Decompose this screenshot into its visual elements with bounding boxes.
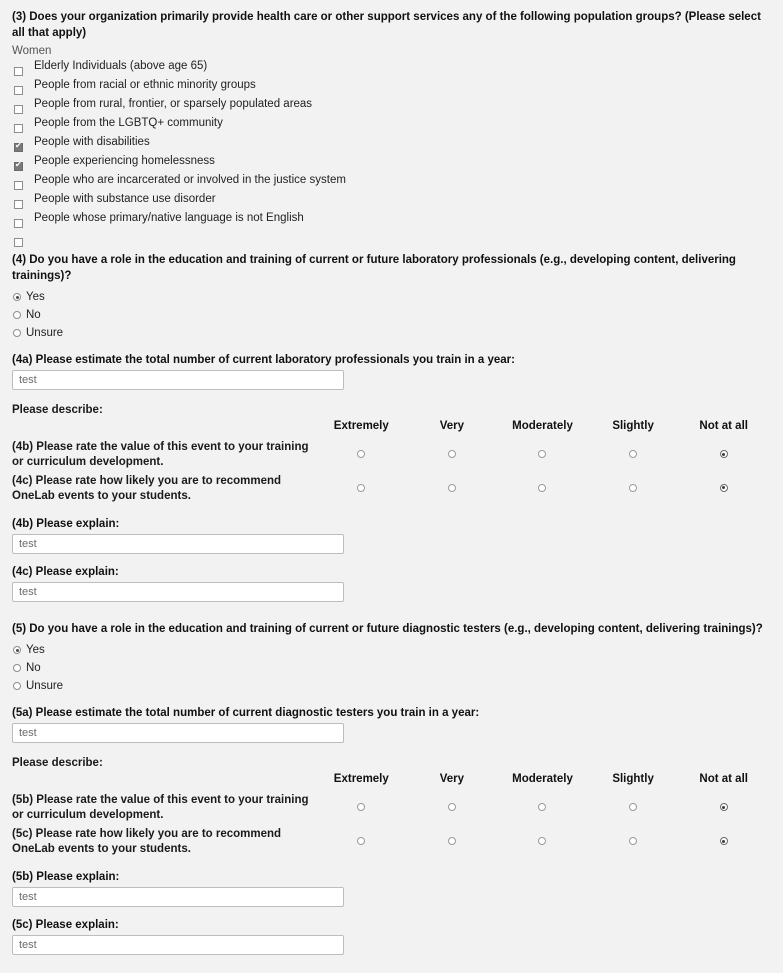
checkbox-label: People experiencing homelessness — [34, 155, 215, 168]
radio-icon[interactable] — [448, 484, 456, 492]
question-4-title: (4) Do you have a role in the education and training of current or future laboratory professionals (e.g., developing content, delivering trainings)? — [12, 254, 736, 282]
checkbox-label: People from racial or ethnic minority groups — [34, 79, 256, 92]
radio-row-no[interactable] — [12, 306, 771, 324]
matrix-1-row-4c-opt-1[interactable] — [316, 472, 407, 506]
matrix-1-scale-moderately: Moderately — [512, 420, 573, 433]
matrix-2-row-5b-opt-2[interactable] — [407, 791, 498, 825]
matrix-1-row-4b-opt-1[interactable] — [316, 438, 407, 472]
checkbox-label: People from the LGBTQ+ community — [34, 117, 223, 130]
matrix-2-row-5c-stem: (5c) Please rate how likely you are to recommend OneLab events to your students. — [12, 828, 282, 856]
radio-icon-selected[interactable] — [13, 293, 21, 301]
radio-icon-selected[interactable] — [720, 450, 728, 458]
radio-icon[interactable] — [357, 484, 365, 492]
radio-icon-selected[interactable] — [720, 837, 728, 845]
question-4a-label: (4a) Please estimate the total number of current laboratory professionals you train in a year: — [12, 354, 515, 367]
checkbox-row[interactable] — [12, 171, 771, 190]
matrix-1-row-4b-opt-2[interactable] — [407, 438, 498, 472]
question-3-title: (3) Does your organization primarily provide health care or other support services any of the following population groups? (Please select all that apply) — [12, 11, 761, 39]
checkbox-icon[interactable] — [14, 181, 23, 190]
matrix-1-row-4c — [12, 472, 769, 506]
question-5c-explain-input[interactable] — [12, 935, 344, 955]
question-4b-explain-label: (4b) Please explain: — [12, 517, 120, 530]
checkbox-icon[interactable] — [14, 200, 23, 209]
question-4c-explain-label: (4c) Please explain: — [12, 565, 119, 578]
checkbox-label: People whose primary/native language is not English — [34, 212, 304, 225]
checkbox-label: People with disabilities — [34, 136, 150, 149]
radio-icon[interactable] — [629, 484, 637, 492]
matrix-2-row-5c-opt-5[interactable] — [678, 825, 769, 859]
radio-icon-selected[interactable] — [720, 484, 728, 492]
checkbox-row[interactable] — [12, 76, 771, 95]
matrix-2-row-5b-opt-4[interactable] — [588, 791, 679, 825]
radio-icon[interactable] — [13, 311, 21, 319]
radio-label: Unsure — [26, 680, 64, 693]
radio-row-unsure[interactable] — [12, 324, 771, 342]
question-3-first-option-text: Women — [12, 45, 52, 58]
radio-icon[interactable] — [538, 803, 546, 811]
matrix-2-row-5b-stem: (5b) Please rate the value of this event to your training or curriculum development. — [12, 794, 309, 822]
question-4a-input[interactable] — [12, 370, 344, 390]
checkbox-icon[interactable] — [14, 86, 23, 95]
radio-label: Yes — [26, 644, 45, 657]
matrix-2-scale-moderately: Moderately — [512, 773, 573, 786]
matrix-2-row-5b-opt-3[interactable] — [497, 791, 588, 825]
radio-icon[interactable] — [629, 450, 637, 458]
matrix-1-row-4b-opt-5[interactable] — [678, 438, 769, 472]
checkbox-row[interactable] — [12, 190, 771, 209]
checkbox-icon-checked[interactable] — [14, 143, 23, 152]
radio-label: Unsure — [26, 327, 64, 340]
checkbox-row[interactable] — [12, 95, 771, 114]
matrix-1-row-4c-opt-3[interactable] — [497, 472, 588, 506]
question-4-radio-group — [12, 288, 771, 342]
matrix-2-row-5c-opt-4[interactable] — [588, 825, 679, 859]
checkbox-row[interactable] — [12, 57, 771, 76]
radio-icon[interactable] — [448, 837, 456, 845]
checkbox-label: Elderly Individuals (above age 65) — [34, 60, 208, 73]
matrix-1-scale-extremely: Extremely — [333, 420, 389, 433]
checkbox-label: People from rural, frontier, or sparsely populated areas — [34, 98, 313, 111]
radio-icon[interactable] — [357, 837, 365, 845]
matrix-2-scale-not-at-all: Not at all — [699, 773, 748, 786]
question-5-radio-group — [12, 641, 771, 695]
matrix-1-row-4b-opt-3[interactable] — [497, 438, 588, 472]
radio-icon[interactable] — [448, 450, 456, 458]
matrix-2-row-5c-opt-1[interactable] — [316, 825, 407, 859]
radio-row-unsure[interactable] — [12, 677, 771, 695]
matrix-2-row-5c-opt-2[interactable] — [407, 825, 498, 859]
question-4b-explain-input[interactable] — [12, 534, 344, 554]
question-5a-input[interactable] — [12, 723, 344, 743]
matrix-1-scale-not-at-all: Not at all — [699, 420, 748, 433]
radio-label: No — [26, 309, 41, 322]
radio-icon-selected[interactable] — [13, 646, 21, 654]
checkbox-icon[interactable] — [14, 67, 23, 76]
question-5b-explain-input[interactable] — [12, 887, 344, 907]
radio-icon-selected[interactable] — [720, 803, 728, 811]
radio-row-yes[interactable] — [12, 288, 771, 306]
matrix-2-scale-extremely: Extremely — [333, 773, 389, 786]
matrix-1-row-4c-opt-4[interactable] — [588, 472, 679, 506]
radio-label: Yes — [26, 291, 45, 304]
radio-icon[interactable] — [13, 682, 21, 690]
question-3-checkbox-list — [12, 57, 771, 247]
checkbox-row[interactable] — [12, 133, 771, 152]
radio-icon[interactable] — [629, 803, 637, 811]
checkbox-icon[interactable] — [14, 238, 23, 247]
matrix-2-scale-very: Very — [439, 773, 465, 786]
matrix-1-row-4b-stem: (4b) Please rate the value of this event to your training or curriculum development. — [12, 441, 309, 468]
matrix-1 — [12, 418, 769, 506]
checkbox-label: People with substance use disorder — [34, 193, 216, 206]
matrix-1-row-4b — [12, 438, 769, 472]
matrix-2-describe-label: Please describe: — [12, 757, 103, 770]
radio-row-no[interactable] — [12, 659, 771, 677]
matrix-1-row-4c-stem: (4c) Please rate how likely you are to recommend OneLab events to your students. — [12, 474, 282, 502]
matrix-1-row-4c-opt-2[interactable] — [407, 472, 498, 506]
matrix-2 — [12, 771, 769, 859]
checkbox-icon-checked[interactable] — [14, 162, 23, 171]
radio-icon[interactable] — [357, 450, 365, 458]
radio-row-yes[interactable] — [12, 641, 771, 659]
radio-icon[interactable] — [448, 803, 456, 811]
matrix-2-scale-slightly: Slightly — [612, 773, 654, 786]
matrix-2-row-5b — [12, 791, 769, 825]
checkbox-icon[interactable] — [14, 219, 23, 228]
checkbox-row[interactable] — [12, 209, 771, 228]
matrix-1-scale-slightly: Slightly — [612, 420, 654, 433]
radio-label: No — [26, 662, 41, 675]
checkbox-row[interactable] — [12, 152, 771, 171]
question-5-title: (5) Do you have a role in the education and training of current or future diagnostic testers (e.g., developing content, delivering trainings)? — [12, 622, 763, 635]
matrix-1-row-4b-opt-4[interactable] — [588, 438, 679, 472]
question-5a-label: (5a) Please estimate the total number of current diagnostic testers you train in a year: — [12, 707, 480, 720]
question-5b-explain-label: (5b) Please explain: — [12, 871, 120, 884]
matrix-2-row-5c — [12, 825, 769, 859]
matrix-1-describe-label: Please describe: — [12, 404, 103, 417]
matrix-1-scale-very: Very — [439, 420, 465, 433]
radio-icon[interactable] — [357, 803, 365, 811]
radio-icon[interactable] — [13, 329, 21, 337]
checkbox-icon[interactable] — [14, 105, 23, 114]
checkbox-icon[interactable] — [14, 124, 23, 133]
radio-icon[interactable] — [538, 837, 546, 845]
checkbox-row[interactable] — [12, 114, 771, 133]
question-5c-explain-label: (5c) Please explain: — [12, 919, 119, 932]
matrix-2-row-5b-opt-1[interactable] — [316, 791, 407, 825]
checkbox-label: People who are incarcerated or involved in the justice system — [34, 174, 346, 187]
matrix-1-row-4c-opt-5[interactable] — [678, 472, 769, 506]
radio-icon[interactable] — [538, 450, 546, 458]
matrix-1-header-row — [12, 418, 769, 438]
question-4c-explain-input[interactable] — [12, 582, 344, 602]
checkbox-row-trailing[interactable] — [12, 228, 771, 247]
radio-icon[interactable] — [538, 484, 546, 492]
matrix-2-row-5c-opt-3[interactable] — [497, 825, 588, 859]
matrix-2-row-5b-opt-5[interactable] — [678, 791, 769, 825]
radio-icon[interactable] — [13, 664, 21, 672]
matrix-2-header-row — [12, 771, 769, 791]
radio-icon[interactable] — [629, 837, 637, 845]
